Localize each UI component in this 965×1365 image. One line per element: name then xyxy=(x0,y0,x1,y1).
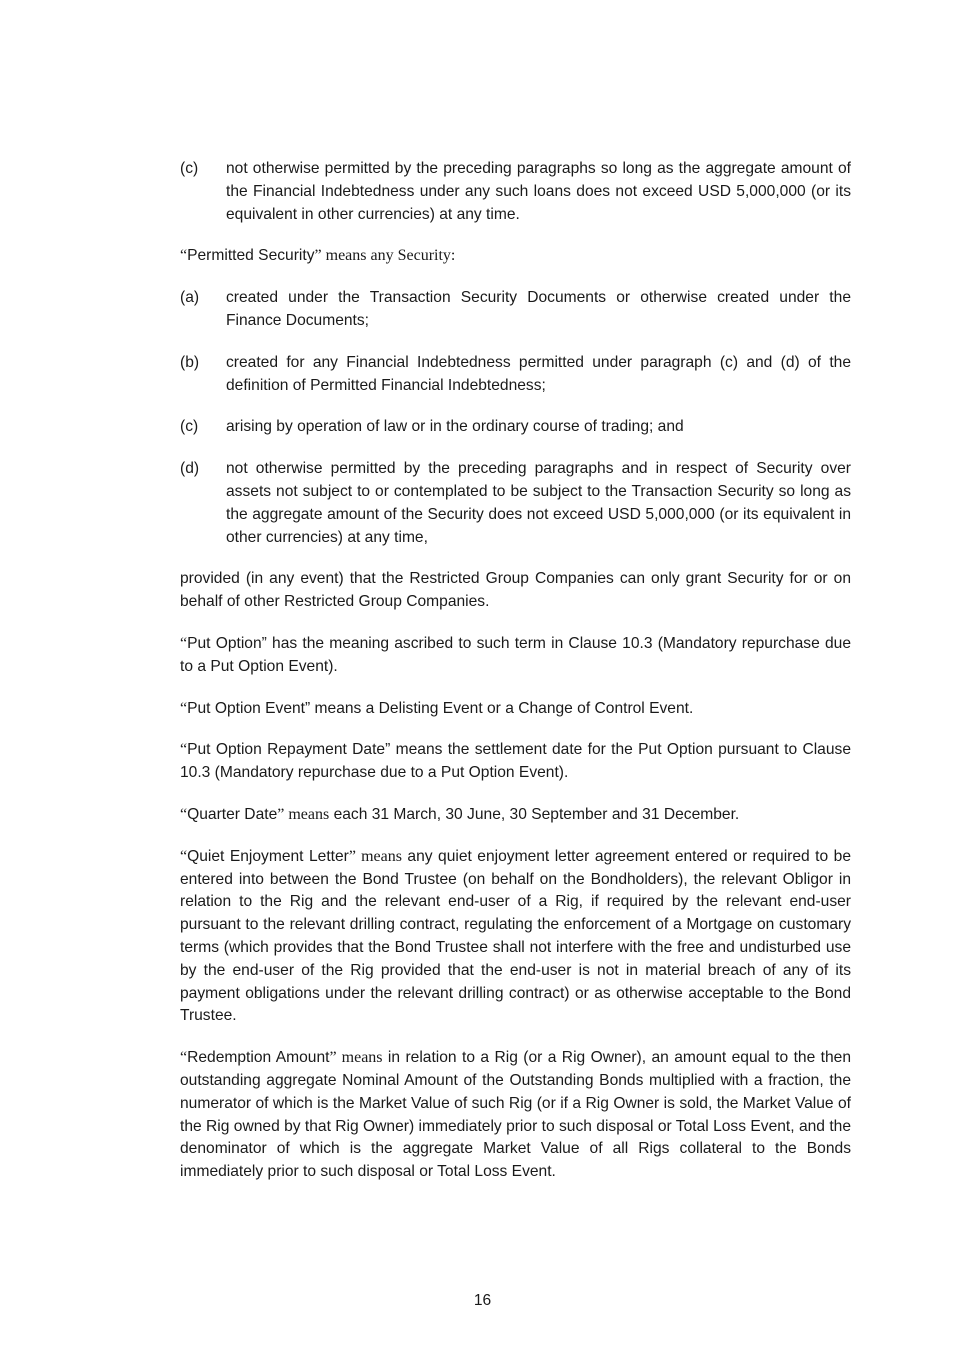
definition-put-option-repayment-date xyxy=(180,739,851,785)
definition-permitted-security xyxy=(180,245,851,268)
document-page xyxy=(180,158,851,1203)
list-item-security-c xyxy=(180,416,851,439)
open-quote: “ xyxy=(180,1049,188,1067)
definition-quiet-enjoyment-letter xyxy=(180,846,851,1028)
defined-term: Quarter Date xyxy=(187,805,278,823)
definition-quarter-date xyxy=(180,804,851,827)
list-item-label: (d) xyxy=(180,460,200,478)
definition-body: any quiet enjoyment letter agreement entered or required to be entered into between the Bond Trustee (on behalf on the Bondholders), the relevant Obligor in relation to the Rig and the relevant end-user of a Rig, if required by the relevant end-user pursuant to the relevant drilling contract, regulating the enforcement of a Mortgage on customary terms (which provides that the Bond Trustee shall not interfere with the free and undisturbed use by the end-user of the Rig provided that the end-user is not in material breach of any of its payment obligations under the relevant drilling contract) or as otherwise acceptable to the Bond Trustee. xyxy=(180,847,851,1025)
list-item-text: arising by operation of law or in the ordinary course of trading; and xyxy=(226,418,684,436)
list-item-text: created for any Financial Indebtedness permitted under paragraph (c) and (d) of the definition of Permitted Financial Indebtedness; xyxy=(226,353,851,394)
list-item-label: (b) xyxy=(180,353,200,371)
definition-put-option-event xyxy=(180,698,851,721)
definition-body: in relation to a Rig (or a Rig Owner), an amount equal to the then outstanding aggregate Nominal Amount of the Outstanding Bonds multiplied with a fraction, the numerator of which is the Market Value of such Rig (or if a Rig Owner is sold, the Market Value of the Rig owned by that Rig Owner) immediately prior to such disposal or Total Loss Event, and the denominator of which is the aggregate Market Value of all Rigs collateral to the Bonds immediately prior to such disposal or Total Loss Event. xyxy=(180,1049,851,1181)
defined-term: Redemption Amount xyxy=(187,1049,330,1067)
defined-term: Quiet Enjoyment Letter xyxy=(187,847,349,865)
defined-term: Permitted Security xyxy=(187,247,315,265)
definition-body: ” means a Delisting Event or a Change of Control Event. xyxy=(305,699,694,717)
list-item-top-c xyxy=(180,158,851,226)
defined-term: Put Option xyxy=(187,634,262,652)
defined-term: Put Option Repayment Date xyxy=(187,741,386,759)
definition-body: ” means the settlement date for the Put Option pursuant to Clause 10.3 (Mandatory repurchase due to a Put Option Event). xyxy=(180,741,851,782)
list-item-security-d xyxy=(180,458,851,549)
definition-body: ” has the meaning ascribed to such term in Clause 10.3 (Mandatory repurchase due to a Put Option Event). xyxy=(180,634,851,675)
definition-body: each 31 March, 30 June, 30 September and 31 December. xyxy=(329,805,740,823)
list-item-text: not otherwise permitted by the preceding paragraphs so long as the aggregate amount of the Financial Indebtedness under any such loans does not exceed USD 5,000,000 (or its equivalent in other currencies) at any time. xyxy=(226,160,851,223)
list-item-text: not otherwise permitted by the preceding paragraphs and in respect of Security over assets not subject to or contemplated to be subject to the Transaction Security so long as the aggregate amount of the Security does not exceed USD 5,000,000 (or its equivalent in other currencies) at any time, xyxy=(226,460,851,546)
page-number: 16 xyxy=(473,1292,492,1309)
list-item-label: (c) xyxy=(180,418,199,436)
definition-put-option xyxy=(180,633,851,679)
definition-means: ” means xyxy=(277,805,330,823)
proviso-paragraph: provided (in any event) that the Restricted Group Companies can only grant Security for or on behalf of other Restricted Group Companies. xyxy=(180,570,851,611)
definition-means: ” means xyxy=(329,1049,383,1067)
list-item-text: created under the Transaction Security Documents or otherwise created under the Finance Documents; xyxy=(226,289,851,329)
definition-redemption-amount xyxy=(180,1047,851,1184)
open-quote: “ xyxy=(180,247,188,265)
definition-means: ” means any Security: xyxy=(314,247,456,265)
open-quote: “ xyxy=(180,699,188,717)
list-item-security-a xyxy=(180,287,851,333)
open-quote: “ xyxy=(180,847,188,865)
open-quote: “ xyxy=(180,805,188,823)
list-item-label: (c) xyxy=(180,160,199,177)
open-quote: “ xyxy=(180,741,188,759)
list-item-label: (a) xyxy=(180,289,200,307)
defined-term: Put Option Event xyxy=(187,699,305,717)
definition-means: ” means xyxy=(348,847,402,865)
list-item-security-b xyxy=(180,352,851,398)
open-quote: “ xyxy=(180,634,188,652)
